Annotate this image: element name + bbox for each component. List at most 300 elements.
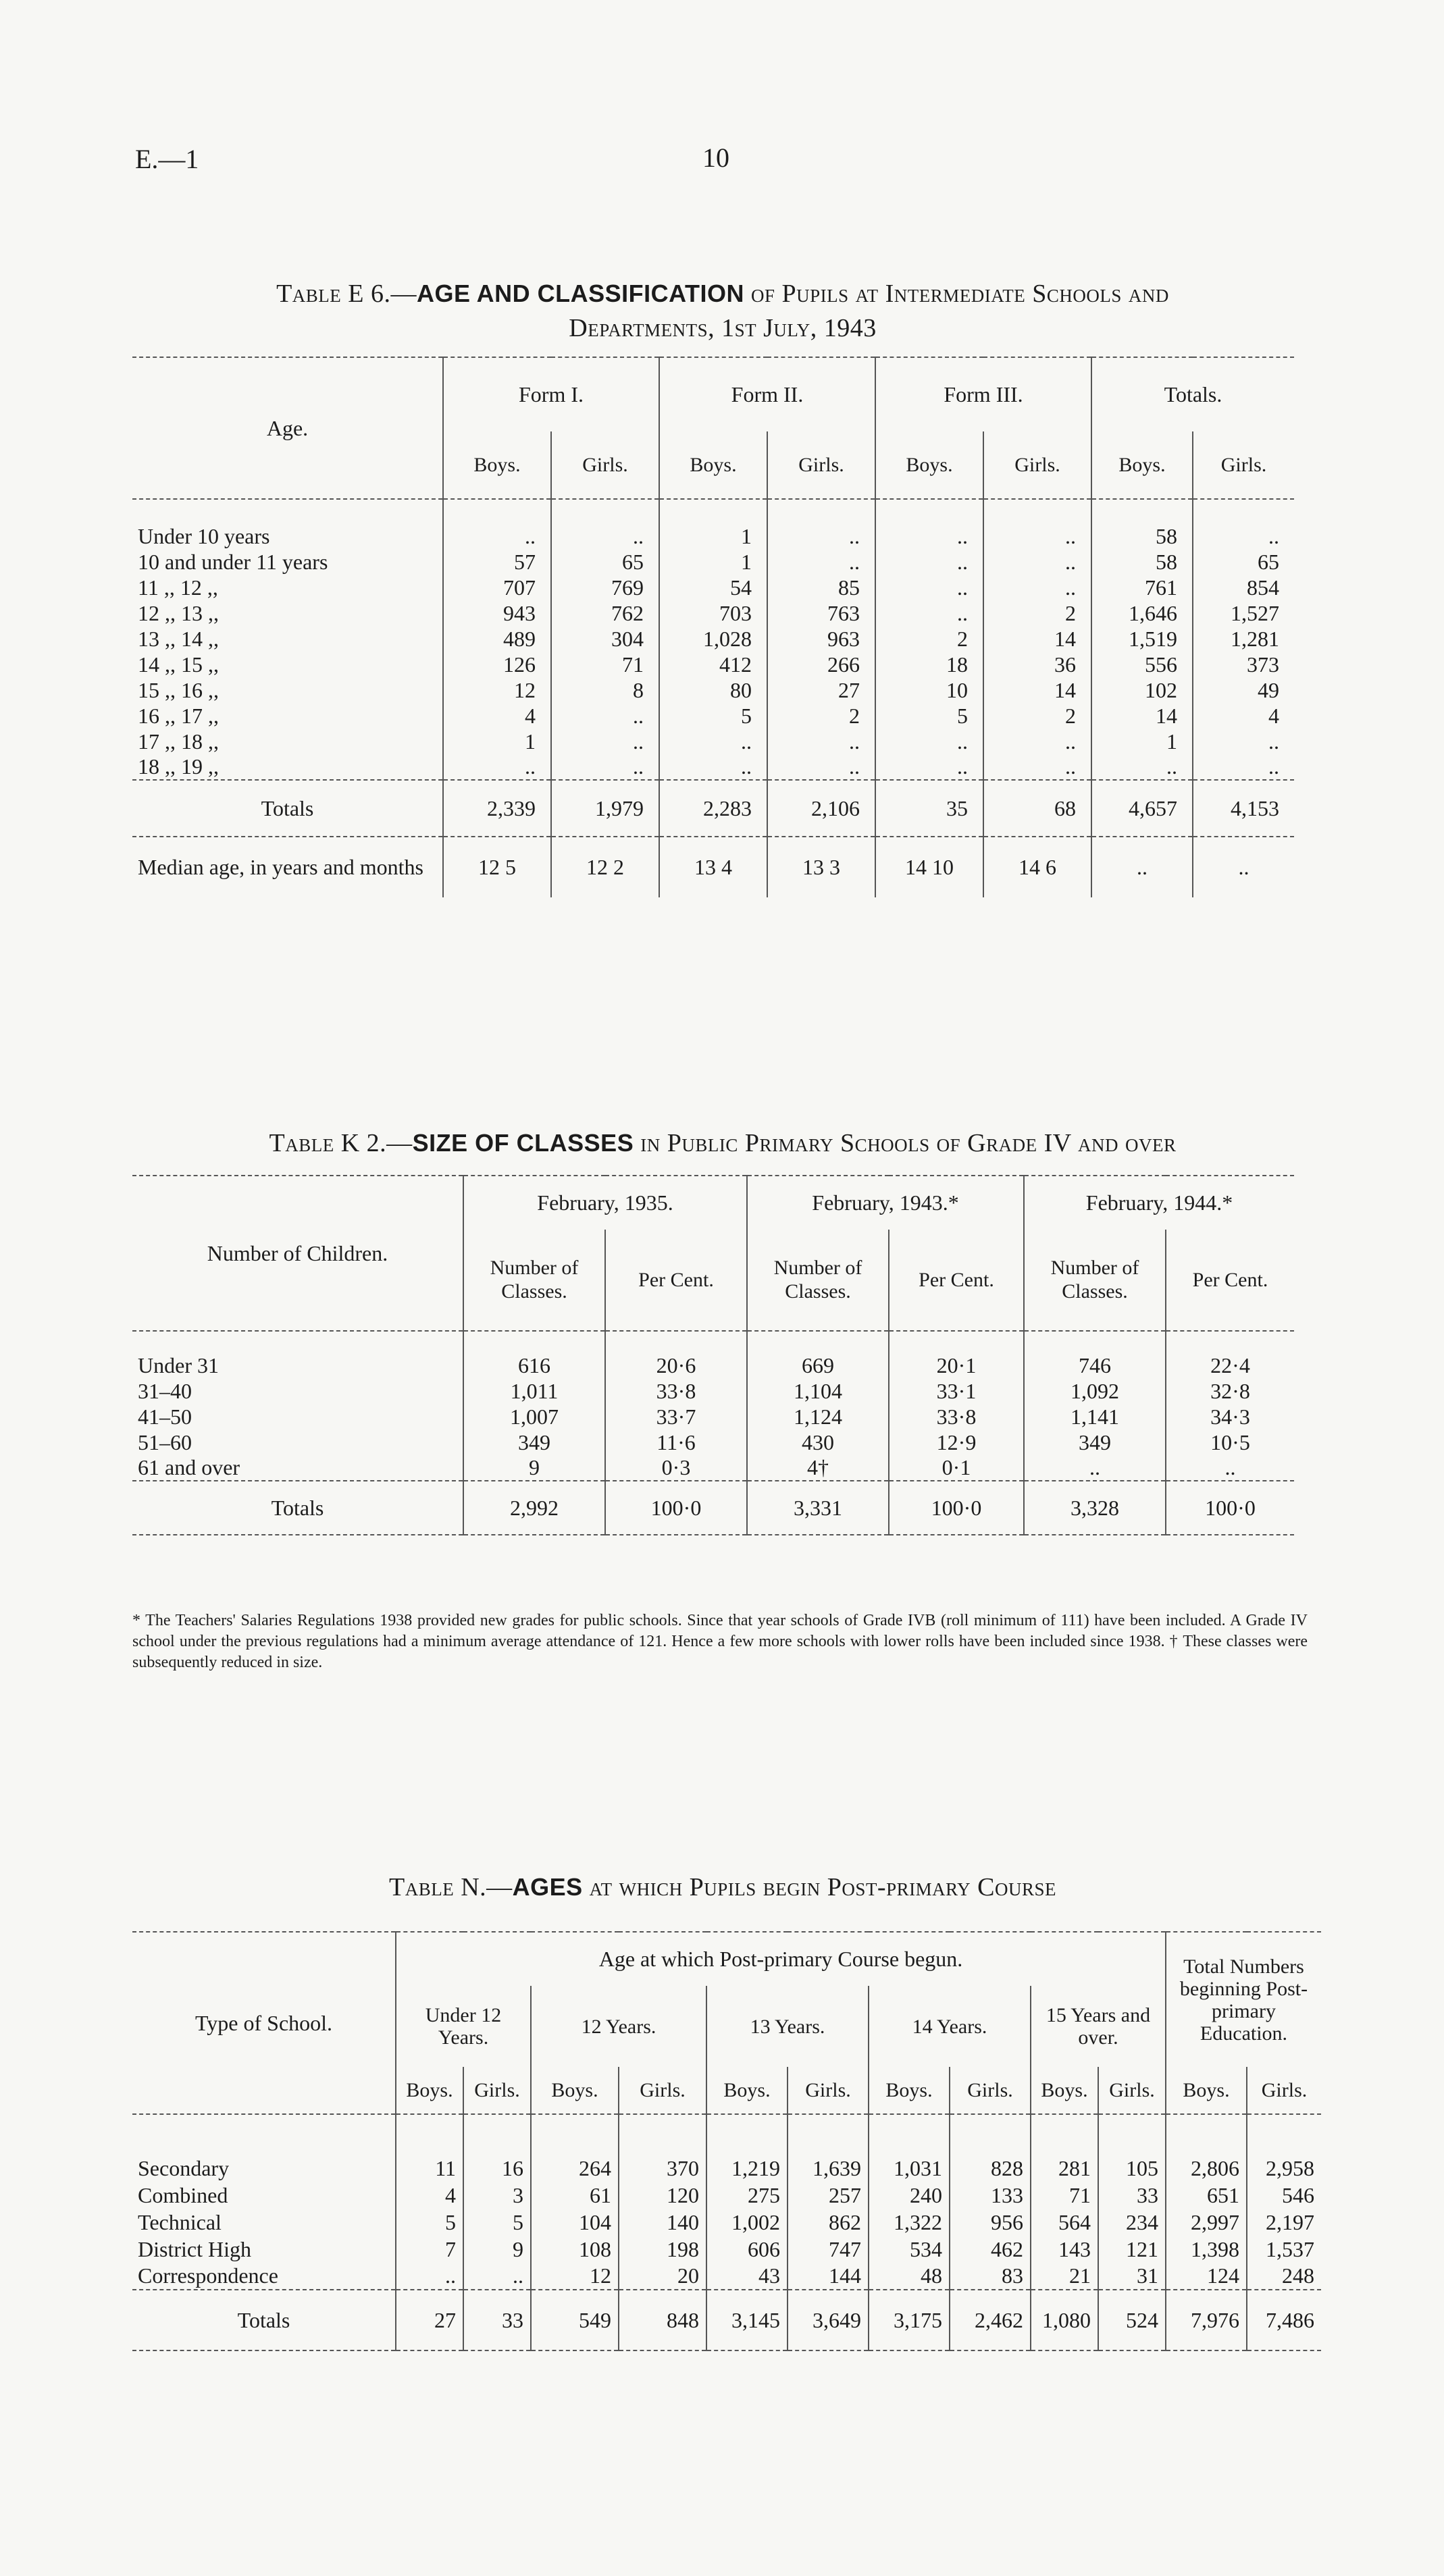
table2-cell: 20·1 <box>889 1352 1024 1378</box>
table3-cell: 234 <box>1098 2209 1166 2236</box>
table2-cell: 32·8 <box>1166 1378 1294 1404</box>
table3-spacer-cell <box>1247 2114 1321 2155</box>
table2-per-cent-header: Per Cent. <box>889 1230 1024 1331</box>
table2-cell: 1,007 <box>463 1404 605 1429</box>
table2-title-prefix: Table K 2.— <box>269 1129 413 1157</box>
table2-total-cell: 100·0 <box>605 1481 747 1535</box>
table1-girls-header: Girls. <box>551 431 659 499</box>
table2-spacer-row <box>132 1331 1294 1352</box>
table3-boys-header: Boys. <box>396 2067 463 2114</box>
table3-total-cell: 3,145 <box>706 2290 788 2350</box>
table1-cell: 71 <box>551 652 659 677</box>
table1-cell: 762 <box>551 600 659 626</box>
table3-girls-header: Girls. <box>788 2067 869 2114</box>
table3-super-header: Age at which Post-primary Course begun. <box>396 1932 1166 1986</box>
table2-totals-row <box>132 1481 1294 1535</box>
table3-cell: 31 <box>1098 2263 1166 2290</box>
table1-cell: .. <box>983 729 1091 754</box>
table1-median-cell: 13 3 <box>767 837 875 897</box>
table2-title-rest: in Public Primary Schools of Grade IV and over <box>634 1129 1177 1157</box>
table3-cell: 5 <box>463 2209 531 2236</box>
table3-boys-header: Boys. <box>706 2067 788 2114</box>
table3-cell: .. <box>396 2263 463 2290</box>
table1-cell: .. <box>551 703 659 729</box>
table1-cell: .. <box>659 729 767 754</box>
table1-cell: 85 <box>767 575 875 600</box>
table3-group-header: 12 Years. <box>531 1986 706 2067</box>
table1-spacer-cell <box>983 499 1091 523</box>
table1-cell: 761 <box>1091 575 1193 600</box>
table2-cell: 349 <box>463 1429 605 1455</box>
table2-total-cell: 100·0 <box>889 1481 1024 1535</box>
table1-cell: 54 <box>659 575 767 600</box>
table2-totals-label: Totals <box>271 1495 324 1520</box>
table1-spacer-cell <box>551 499 659 523</box>
table1-cell: .. <box>875 523 983 549</box>
table3-cell: 651 <box>1166 2182 1247 2209</box>
table3-row-header: Type of School. <box>195 2010 333 2035</box>
table3-total-cell: 7,486 <box>1247 2290 1321 2350</box>
table2-cell: 33·8 <box>889 1404 1024 1429</box>
table3-cell: 2,958 <box>1247 2155 1321 2182</box>
table1-boys-header: Boys. <box>875 431 983 499</box>
table1-age-header: Age. <box>266 415 309 440</box>
table1-cell: 1,646 <box>1091 600 1193 626</box>
table1-cell: 58 <box>1091 523 1193 549</box>
table1-cell: 5 <box>659 703 767 729</box>
table3-cell: 120 <box>619 2182 706 2209</box>
table1-cell: .. <box>767 549 875 575</box>
table1-age-label: 10 and under 11 years <box>138 549 328 574</box>
table-row <box>132 2155 1321 2182</box>
table1-cell: 1 <box>659 523 767 549</box>
table1-total-cell: 1,979 <box>551 780 659 837</box>
table3-totals-label: Totals <box>237 2307 290 2332</box>
table2-num-classes-header: Number of Classes. <box>747 1230 889 1331</box>
table3-cell: 83 <box>950 2263 1031 2290</box>
table3-total-cell: 3,175 <box>869 2290 950 2350</box>
table-row <box>132 2209 1321 2236</box>
table3-row-label: Combined <box>138 2182 228 2207</box>
table2-spacer-cell <box>605 1331 747 1352</box>
table3-cell: 956 <box>950 2209 1031 2236</box>
table3-boys-header: Boys. <box>1031 2067 1098 2114</box>
table1-cell: 489 <box>443 626 551 652</box>
table1-boys-header: Boys. <box>1091 431 1193 499</box>
table3-spacer-cell <box>531 2114 619 2155</box>
page-number: 10 <box>702 142 729 173</box>
table2-group-header: February, 1935. <box>463 1176 747 1230</box>
table2-cell: 33·7 <box>605 1404 747 1429</box>
table3-title-prefix: Table N.— <box>388 1873 513 1901</box>
table3-cell: 534 <box>869 2236 950 2263</box>
table3-cell: 7 <box>396 2236 463 2263</box>
table1-cell: 763 <box>767 600 875 626</box>
table1-total-cell: 68 <box>983 780 1091 837</box>
table3-spacer-row <box>132 2114 1321 2155</box>
table3-cell: 12 <box>531 2263 619 2290</box>
table2-cell: 746 <box>1024 1352 1166 1378</box>
table2-cell: 430 <box>747 1429 889 1455</box>
table3-cell: 105 <box>1098 2155 1166 2182</box>
table3-girls-header: Girls. <box>1098 2067 1166 2114</box>
table1-spacer-cell <box>1193 499 1294 523</box>
table1-age-label: 17 ,, 18 ,, <box>138 729 219 754</box>
table1-cell: 1,519 <box>1091 626 1193 652</box>
page-ref: E.—1 <box>135 144 199 174</box>
table1-median-cell: 12 2 <box>551 837 659 897</box>
table1-age-label: 12 ,, 13 ,, <box>138 600 219 625</box>
table1-cell: 4 <box>1193 703 1294 729</box>
table2-total-cell: 100·0 <box>1166 1481 1294 1535</box>
table1-group-header: Form I. <box>443 357 659 431</box>
table1-group-header: Totals. <box>1091 357 1294 431</box>
table-row <box>132 652 1294 677</box>
table2-cell: 12·9 <box>889 1429 1024 1455</box>
table1-spacer-cell <box>443 499 551 523</box>
table2-cell: 0·3 <box>605 1455 747 1481</box>
table1-age-label: 15 ,, 16 ,, <box>138 677 219 702</box>
table1-spacer-cell <box>875 499 983 523</box>
table-row <box>132 1429 1294 1455</box>
table3-row-label: Secondary <box>138 2155 230 2180</box>
table3-cell: 16 <box>463 2155 531 2182</box>
table-row <box>132 729 1294 754</box>
table3-title <box>135 1870 1310 1905</box>
table1-total-cell: 4,153 <box>1193 780 1294 837</box>
table3-spacer-cell <box>463 2114 531 2155</box>
table1-age-label: 16 ,, 17 ,, <box>138 703 219 728</box>
table3-cell: 43 <box>706 2263 788 2290</box>
table3-cell: 1,639 <box>788 2155 869 2182</box>
table3-spacer-cell <box>1031 2114 1098 2155</box>
table2-cell: 33·1 <box>889 1378 1024 1404</box>
table-row <box>132 2263 1321 2290</box>
table1-girls-header: Girls. <box>1193 431 1294 499</box>
table3-cell: 3 <box>463 2182 531 2209</box>
table2-cell: 0·1 <box>889 1455 1024 1481</box>
table1-cell: .. <box>875 549 983 575</box>
table3-cell: 240 <box>869 2182 950 2209</box>
table1-cell: 65 <box>1193 549 1294 575</box>
table2-cell: 4† <box>747 1455 889 1481</box>
table1-cell: .. <box>1193 754 1294 780</box>
table3-cell: 564 <box>1031 2209 1098 2236</box>
table1-cell: 102 <box>1091 677 1193 703</box>
table3-total-cell: 2,462 <box>950 2290 1031 2350</box>
table2-total-cell: 3,331 <box>747 1481 889 1535</box>
table1-cell: 10 <box>875 677 983 703</box>
table2-total-cell: 2,992 <box>463 1481 605 1535</box>
table2-cell: 1,011 <box>463 1378 605 1404</box>
table3-cell: 1,537 <box>1247 2236 1321 2263</box>
table1-cell: 27 <box>767 677 875 703</box>
table1-total-cell: 2,106 <box>767 780 875 837</box>
table3-cell: 48 <box>869 2263 950 2290</box>
table2-spacer-cell <box>1024 1331 1166 1352</box>
table1-median-cell: 12 5 <box>443 837 551 897</box>
table1-girls-header: Girls. <box>767 431 875 499</box>
table1-cell: 304 <box>551 626 659 652</box>
table-row <box>132 549 1294 575</box>
table3-group-header: Under 12 Years. <box>396 1986 531 2067</box>
table3-cell: 20 <box>619 2263 706 2290</box>
table1-cell: .. <box>875 575 983 600</box>
table1-cell: 707 <box>443 575 551 600</box>
table-size-of-classes <box>132 1175 1294 1535</box>
table3-cell: 61 <box>531 2182 619 2209</box>
table2-cell: 669 <box>747 1352 889 1378</box>
table1-cell: 266 <box>767 652 875 677</box>
table2-num-classes-header: Number of Classes. <box>463 1230 605 1331</box>
table3-cell: 281 <box>1031 2155 1098 2182</box>
table3-cell: 9 <box>463 2236 531 2263</box>
table-age-classification <box>132 357 1294 897</box>
table2-title-bold: SIZE OF CLASSES <box>412 1129 634 1157</box>
table2-num-classes-header: Number of Classes. <box>1024 1230 1166 1331</box>
table1-cell: .. <box>1091 754 1193 780</box>
table3-group-header: 13 Years. <box>706 1986 869 2067</box>
table3-cell: 71 <box>1031 2182 1098 2209</box>
table-row <box>132 754 1294 780</box>
table1-spacer-row <box>132 499 1294 523</box>
table1-cell: 1 <box>443 729 551 754</box>
table1-spacer-cell <box>767 499 875 523</box>
table1-cell: 14 <box>983 677 1091 703</box>
table2-cell: 10·5 <box>1166 1429 1294 1455</box>
table1-cell: 5 <box>875 703 983 729</box>
table2-cell: .. <box>1166 1455 1294 1481</box>
table-row <box>132 1378 1294 1404</box>
table3-title-bold: AGES <box>512 1873 583 1901</box>
table3-cell: 264 <box>531 2155 619 2182</box>
table3-cell: 747 <box>788 2236 869 2263</box>
table3-cell: 1,398 <box>1166 2236 1247 2263</box>
table1-title <box>135 277 1310 346</box>
table1-age-label: Under 10 years <box>138 523 270 548</box>
table1-median-cell: .. <box>1091 837 1193 897</box>
table1-group-header: Form II. <box>659 357 875 431</box>
table2-cell: 1,141 <box>1024 1404 1166 1429</box>
table2-per-cent-header: Per Cent. <box>1166 1230 1294 1331</box>
table3-row-label: Correspondence <box>138 2263 278 2288</box>
table3-girls-header: Girls. <box>1247 2067 1321 2114</box>
table2-group-header: February, 1943.* <box>747 1176 1024 1230</box>
table1-cell: .. <box>551 729 659 754</box>
table3-cell: 1,219 <box>706 2155 788 2182</box>
table3-boys-header: Boys. <box>531 2067 619 2114</box>
table1-cell: 1,527 <box>1193 600 1294 626</box>
table2-title <box>135 1126 1310 1161</box>
table2-cell: 33·8 <box>605 1378 747 1404</box>
table1-cell: 65 <box>551 549 659 575</box>
table1-spacer-cell <box>1091 499 1193 523</box>
table3-cell: 11 <box>396 2155 463 2182</box>
table2-cell: 34·3 <box>1166 1404 1294 1429</box>
table1-age-label: 14 ,, 15 ,, <box>138 652 219 677</box>
table3-cell: 140 <box>619 2209 706 2236</box>
table1-spacer-cell <box>659 499 767 523</box>
table3-total-cell: 1,080 <box>1031 2290 1098 2350</box>
table3-row-label: District High <box>138 2236 251 2261</box>
table3-cell: 143 <box>1031 2236 1098 2263</box>
table1-cell: 8 <box>551 677 659 703</box>
table3-spacer-cell <box>869 2114 950 2155</box>
table-row <box>132 626 1294 652</box>
table2-spacer-cell <box>889 1331 1024 1352</box>
table1-cell: 58 <box>1091 549 1193 575</box>
table3-total-cell: 524 <box>1098 2290 1166 2350</box>
table1-girls-header: Girls. <box>983 431 1091 499</box>
table-row <box>132 1404 1294 1429</box>
table1-cell: 4 <box>443 703 551 729</box>
table1-cell: 1 <box>1091 729 1193 754</box>
table1-totals-label: Totals <box>261 795 314 820</box>
table2-cell: 1,104 <box>747 1378 889 1404</box>
table2-cell: 22·4 <box>1166 1352 1294 1378</box>
table-row <box>132 523 1294 549</box>
table3-total-cell: 33 <box>463 2290 531 2350</box>
table1-cell: 412 <box>659 652 767 677</box>
table1-cell: 18 <box>875 652 983 677</box>
table-row <box>132 703 1294 729</box>
table2-cell: 9 <box>463 1455 605 1481</box>
table1-total-cell: 35 <box>875 780 983 837</box>
table2-cell: 11·6 <box>605 1429 747 1455</box>
table3-cell: 21 <box>1031 2263 1098 2290</box>
table2-row-header: Number of Children. <box>207 1240 388 1265</box>
table1-cell: 36 <box>983 652 1091 677</box>
table1-cell: 12 <box>443 677 551 703</box>
table1-cell: 57 <box>443 549 551 575</box>
table1-cell: .. <box>767 754 875 780</box>
table2-row-label: 51–60 <box>138 1429 192 1454</box>
table1-cell: 2 <box>767 703 875 729</box>
table3-spacer-cell <box>132 2114 396 2155</box>
table-post-primary-ages <box>132 1931 1321 2351</box>
table1-cell: 14 <box>1091 703 1193 729</box>
table1-median-label: Median age, in years and months <box>138 854 423 879</box>
table1-cell: .. <box>983 575 1091 600</box>
table2-cell: 349 <box>1024 1429 1166 1455</box>
table3-total-cell: 848 <box>619 2290 706 2350</box>
table1-median-cell: 13 4 <box>659 837 767 897</box>
table-row <box>132 2236 1321 2263</box>
table3-cell: 546 <box>1247 2182 1321 2209</box>
table3-cell: .. <box>463 2263 531 2290</box>
table1-cell: .. <box>443 754 551 780</box>
table3-totals-row <box>132 2290 1321 2350</box>
table3-girls-header: Girls. <box>619 2067 706 2114</box>
table1-title-bold: AGE AND CLASSIFICATION <box>416 280 744 307</box>
table3-total-cell: 3,649 <box>788 2290 869 2350</box>
table3-spacer-cell <box>788 2114 869 2155</box>
table-row <box>132 1352 1294 1378</box>
table3-cell: 33 <box>1098 2182 1166 2209</box>
table3-group-header: 14 Years. <box>869 1986 1031 2067</box>
table3-cell: 133 <box>950 2182 1031 2209</box>
table3-boys-header: Boys. <box>869 2067 950 2114</box>
table1-median-cell: 14 10 <box>875 837 983 897</box>
table3-cell: 2,197 <box>1247 2209 1321 2236</box>
table3-cell: 1,002 <box>706 2209 788 2236</box>
table1-cell: 943 <box>443 600 551 626</box>
table1-cell: .. <box>983 523 1091 549</box>
table1-group-header: Form III. <box>875 357 1091 431</box>
table3-cell: 124 <box>1166 2263 1247 2290</box>
table1-median-row <box>132 837 1294 897</box>
table3-cell: 862 <box>788 2209 869 2236</box>
table-row <box>132 575 1294 600</box>
table1-cell: 769 <box>551 575 659 600</box>
table1-total-cell: 2,339 <box>443 780 551 837</box>
table2-total-cell: 3,328 <box>1024 1481 1166 1535</box>
table3-cell: 108 <box>531 2236 619 2263</box>
table3-spacer-cell <box>1098 2114 1166 2155</box>
table1-cell: 49 <box>1193 677 1294 703</box>
table1-cell: .. <box>767 523 875 549</box>
table1-cell: 703 <box>659 600 767 626</box>
table1-cell: 1,028 <box>659 626 767 652</box>
table2-per-cent-header: Per Cent. <box>605 1230 747 1331</box>
table2-cell: 1,092 <box>1024 1378 1166 1404</box>
table1-cell: .. <box>1193 523 1294 549</box>
table2-group-header: February, 1944.* <box>1024 1176 1294 1230</box>
table1-cell: 1,281 <box>1193 626 1294 652</box>
table1-cell: 126 <box>443 652 551 677</box>
table1-cell: .. <box>983 549 1091 575</box>
table2-cell: .. <box>1024 1455 1166 1481</box>
table1-cell: .. <box>443 523 551 549</box>
table2-cell: 616 <box>463 1352 605 1378</box>
table1-cell: .. <box>551 523 659 549</box>
table2-row-label: 41–50 <box>138 1404 192 1429</box>
table3-cell: 257 <box>788 2182 869 2209</box>
table3-group-header: 15 Years and over. <box>1031 1986 1166 2067</box>
table3-total-cell: 27 <box>396 2290 463 2350</box>
table1-median-cell: .. <box>1193 837 1294 897</box>
table3-cell: 4 <box>396 2182 463 2209</box>
table1-cell: .. <box>767 729 875 754</box>
table2-row-label: 31–40 <box>138 1378 192 1403</box>
table2-spacer-cell <box>463 1331 605 1352</box>
table3-cell: 2,806 <box>1166 2155 1247 2182</box>
table1-cell: .. <box>875 754 983 780</box>
table3-spacer-cell <box>950 2114 1031 2155</box>
table3-row-label: Technical <box>138 2209 222 2234</box>
table1-title-prefix: Table E 6.— <box>276 280 417 308</box>
table2-spacer-cell <box>1166 1331 1294 1352</box>
table1-total-cell: 2,283 <box>659 780 767 837</box>
table3-cell: 144 <box>788 2263 869 2290</box>
table1-cell: .. <box>875 600 983 626</box>
table1-cell: .. <box>551 754 659 780</box>
table3-cell: 198 <box>619 2236 706 2263</box>
table1-spacer-cell <box>132 499 443 523</box>
table2-cell: 1,124 <box>747 1404 889 1429</box>
table1-boys-header: Boys. <box>443 431 551 499</box>
table3-spacer-cell <box>1166 2114 1247 2155</box>
table1-cell: 373 <box>1193 652 1294 677</box>
table2-spacer-cell <box>747 1331 889 1352</box>
table3-spacer-cell <box>396 2114 463 2155</box>
table-row <box>132 600 1294 626</box>
table1-age-label: 13 ,, 14 ,, <box>138 626 219 651</box>
table1-cell: 963 <box>767 626 875 652</box>
table3-cell: 1,031 <box>869 2155 950 2182</box>
table3-total-header: Total Numbers beginning Post-primary Education. <box>1166 1932 1321 2067</box>
table1-cell: 2 <box>983 703 1091 729</box>
